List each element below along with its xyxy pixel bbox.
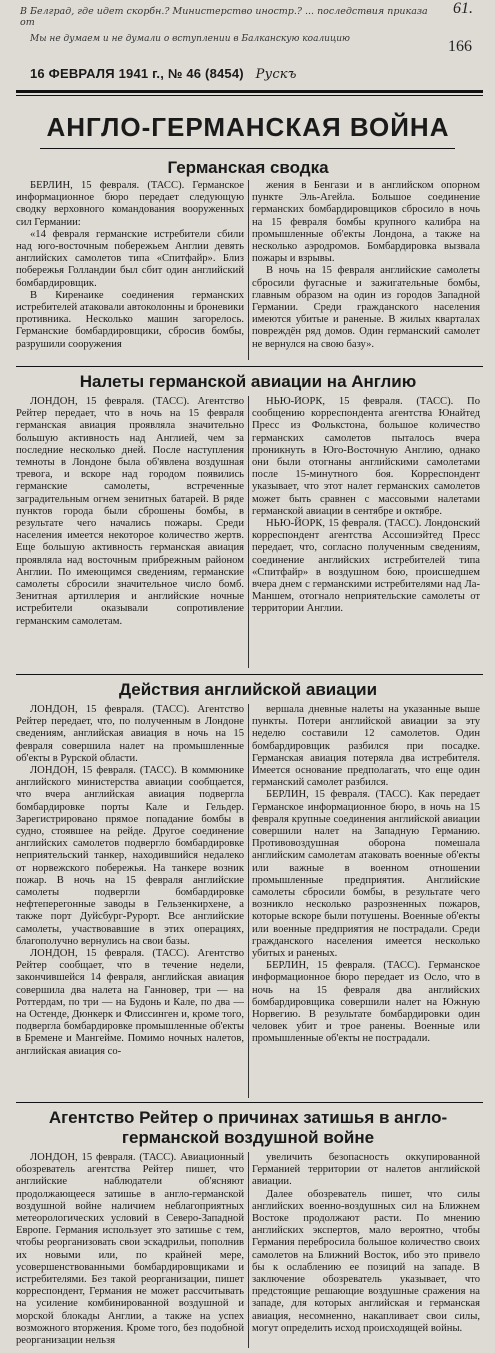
paragraph: БЕРЛИН, 15 февраля. (ТАСС). Германское информационное бюро передает следующую сводку верховного командования вооруженных сил Германии: bbox=[16, 180, 244, 228]
paragraph: В ночь на 15 февраля английские самолеты сбросили фугасные и зажигательные бомбы, главным образом на один из городов Западной Германии. Среди гражданского населения имеются убитые и раненые. В жилых кварталах повреждён ряд домов. Один германский самолет не вернулся на свою базу». bbox=[252, 265, 480, 350]
paragraph: «14 февраля германские истребители сбили над юго-восточным побережьем Англии девять английских самолетов типа «Спитфайр». Близ побережья Голландии был сбит один английский бомбардировщик. bbox=[16, 228, 244, 289]
headline-rule bbox=[40, 148, 455, 149]
paragraph: ЛОНДОН, 15 февраля. (ТАСС). Агентство Рейтер сообщает, что в течение недели, закончившейся 14 февраля, английская авиация совершила два налета на Ганновер, три — на Роттердам, по три — на Будонь и Кале, по два — на Остенде, Дюнкерк и Флиссинген и, кроме того, подвергла бомбардировке промышленные об'екты в Бремене и Мангейме. Помимо ночных налетов, английская авиация со- bbox=[16, 948, 244, 1057]
handwritten-signature: Рускъ bbox=[255, 67, 297, 82]
column-divider bbox=[248, 1152, 249, 1348]
paragraph: жения в Бенгази и в английском опорном пункте Эль-Агейла. Большое соединение германских бомбардировщиков сбросило в ночь на 15 февраля бомбы крупного калибра на промышленные об'екты Лондона, а также на несколько аэродромов. Бомбардировка вызвала пожары и взрывы. bbox=[252, 180, 480, 265]
header-rule bbox=[16, 95, 483, 96]
paragraph: вершала дневные налеты на указанные выше пункты. Потери английской авиации за эту неделю составили 12 самолетов. Один бомбардировщик разбился при посадке. Германская авиация потеряла два истребителя. Имеется основание предполагать, что еще один германский самолет разбился. bbox=[252, 704, 480, 789]
article-column bbox=[16, 704, 244, 1098]
section-rule bbox=[16, 366, 483, 367]
paragraph: ЛОНДОН, 15 февраля. (ТАСС). Агентство Рейтер передает, что, по полученным в Лондоне сведениям, английская авиация в ночь на 15 февраля совершила налет на промышленные об'екты в Рурской области. bbox=[16, 704, 244, 764]
issue-dateline bbox=[30, 66, 297, 82]
article-column bbox=[252, 396, 480, 668]
handwritten-note: Мы не думаем и не думали о вступлении в Балканскую коалицию bbox=[30, 34, 350, 44]
page-number: 61. bbox=[453, 0, 473, 17]
paragraph: В Киренаике соединения германских истребителей атаковали автоколонны и броневики противника. Несколько машин загорелось. Германские бомбардировщики, сбросив бомбы, разрушили сооружения bbox=[16, 289, 244, 350]
paragraph: увеличить безопасность оккупированной Германией территории от налетов английской авиации. bbox=[252, 1152, 480, 1188]
archive-stamp-number: 166 bbox=[448, 38, 472, 55]
paragraph: НЬЮ-ЙОРК, 15 февраля. (ТАСС). По сообщению корреспондента агентства Юнайтед Пресс из Фолькстона, большое количество германских самолетов пыталось вчера проникнуть в Юго-Восточную Англию, однако они были отогнаны английскими самолетами после 15-минутного боя. Корреспондент указывает, что этот налет германских самолетов может быть сравнен с массовыми налетами германской авиации в сентябре и октябре. bbox=[252, 396, 480, 517]
article-column bbox=[252, 180, 480, 360]
paragraph: ЛОНДОН, 15 февраля. (ТАСС). Агентство Рейтер передает, что в ночь на 15 февраля германская авиация проявляла значительно большую активность над Англией, чем за последние несколько дней. После наступления темноты в Лондоне была об'явлена воздушная тревога, и вскоре над городом появились германские самолеты, встреченные заградительным огнем зенитных батарей. В ряде пунктов города были сброшены бомбы, в результате чего начались пожары. Среди населения имеется некоторое количество жертв. Еще большую активность германская авиация проявляла над восточным прибрежным районом Англии. По имеющимся сведениям, германские самолеты сбросили значительное число бомб. Зенитная артиллерия и английские ночные истребители оказывали сопротивление германским самолетам. bbox=[16, 396, 244, 627]
paragraph: ЛОНДОН, 15 февраля. (ТАСС). Авиационный обозреватель агентства Рейтер пишет, что английские наблюдатели об'ясняют продолжающееся затишье в англо-германской воздушной войне наличием неблагоприятных метеорологических условий в Северо-Западной Европе. Германия использует это затишье с тем, чтобы реорганизовать свои эскадрильи, пополнив их новыми или, по крайней мере, усовершенствованными бомбардировщиками и истребителями. Без такой реорганизации, пишет корреспондент, Германия не может рассчитывать на усиление комбинированной воздушной и морской блокады Англии, а также на успех возможного вторжения. Кроме того, без подобной реорганизации нельзя bbox=[16, 1152, 244, 1347]
header-rule bbox=[16, 90, 483, 93]
paragraph: БЕРЛИН, 15 февраля. (ТАСС). Как передает Германское информационное бюро, в ночь на 15 февраля крупные соединения английской авиации совершили налет на Западную Германию. Противовоздушная оборона помешала английским самолетам атаковать военные об'екты или важные в военном отношении промышленные предприятия. Английские самолеты сбросили бомбы, в результате чего возникло несколько разрозненных пожаров, которые вскоре были потушены. Военные об'екты или военные предприятия не пострадали. Среди гражданского населения имеется несколько убитых и раненых. bbox=[252, 789, 480, 960]
column-divider bbox=[248, 704, 249, 1098]
paragraph: НЬЮ-ЙОРК, 15 февраля. (ТАСС). Лондонский корреспондент агентства Ассошиэйтед Пресс передает, что, согласно полученным сведениям, соединение английских истребителей типа «Спитфайр» в воздушном бою, происшедшем вчера днем с германскими истребителями над Ла-Маншем, отогнало неприятельские самолеты от территории Англии. bbox=[252, 518, 480, 615]
article-column bbox=[16, 1152, 244, 1348]
article-column bbox=[16, 396, 244, 668]
column-divider bbox=[248, 396, 249, 668]
article-column bbox=[16, 180, 244, 360]
column-divider bbox=[248, 180, 249, 360]
article-column bbox=[252, 1152, 480, 1348]
issue-date: 16 ФЕВРАЛЯ 1941 г., № 46 (8454) bbox=[30, 66, 244, 81]
paragraph: ЛОНДОН, 15 февраля. (ТАСС). В коммюнике английского министерства авиации сообщается, что вчера английская авиация подвергла бомбардировке порты Кале и Гельдер. Зарегистрировано прямое попадание бомбы в судно, стоявшее на рейде. Другое соединение английских самолетов подвергло бомбардировке неприятельский танкер, находившийся недалеко от норвежского побережья. На танкере возник пожар. В ночь на 15 февраля английские самолеты подвергли бомбардировке нефтеперегонные заводы в Гельзенкирхене, а также порт Дуйсбург-Рурорт. Все английские самолеты, участвовавшие в этих операциях, благополучно вернулись на свои базы. bbox=[16, 765, 244, 947]
paragraph: БЕРЛИН, 15 февраля. (ТАСС). Германское информационное бюро передает из Осло, что в ночь на 15 февраля два английских бомбардировщика совершили налет на Южную Норвегию. В результате бомбардировки один человек убит и трое ранены. Военные или промышленные об'екты не пострадали. bbox=[252, 960, 480, 1045]
paragraph: Далее обозреватель пишет, что силы английских военно-воздушных сил на Ближнем Востоке продолжают расти. По мнению английских экспертов, мало вероятно, чтобы Германия перебросила большое количество своих самолетов на Ближний Восток, ибо это привело бы к ослаблению ее позиций на западе. В заключение обозреватель указывает, что предстоящие решающие воздушные сражения на западе, для которых английская и германская авиация, несомненно, накапливает свои силы, могут определить исход происходящей войны. bbox=[252, 1188, 480, 1334]
handwritten-note: В Белград, где идет скорбн.? Министерство иностр.? ... последствия приказа от bbox=[20, 6, 428, 28]
section-rule bbox=[16, 1102, 483, 1103]
section-title: Агентство Рейтер о причинах затишья в англо-германской воздушной войне bbox=[48, 1108, 448, 1147]
section-title: Налеты германской авиации на Англию bbox=[79, 372, 417, 391]
article-column bbox=[252, 704, 480, 1098]
main-headline: АНГЛО-ГЕРМАНСКАЯ ВОЙНА bbox=[46, 112, 450, 142]
section-title: Действия английской авиации bbox=[118, 680, 378, 699]
section-rule bbox=[16, 674, 483, 675]
section-title: Германская сводка bbox=[167, 158, 329, 177]
